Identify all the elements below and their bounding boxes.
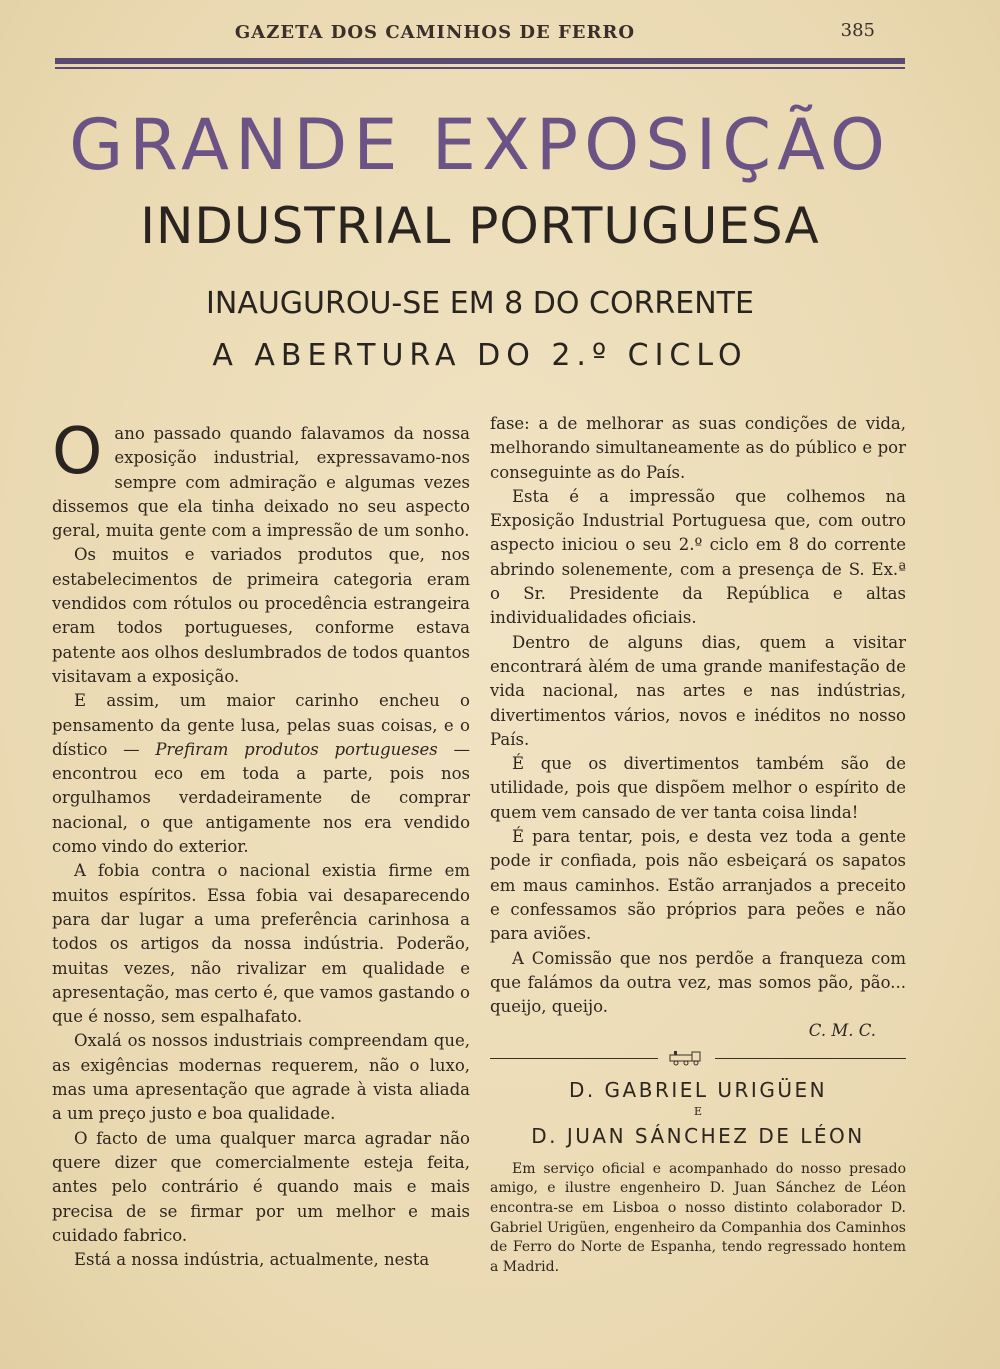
header-rule — [55, 58, 905, 70]
headline-line-2: INDUSTRIAL PORTUGUESA — [140, 197, 820, 255]
page-number: 385 — [840, 20, 875, 41]
article-paragraph: Oano passado quando falavamos da nossa exposição industrial, expressavamo-nos sempre com admiração e algumas vezes dissemos que ela tinha deixado no seu aspecto geral, muita gente com a impressão de um sonho. — [52, 415, 470, 541]
slogan: Prefiram produtos portugueses — [155, 739, 438, 759]
article-paragraph: A fobia contra o nacional existia firme em muitos espíritos. Essa fobia vai desaparecendo para dar lugar a uma preferência carinhosa a todos os artigos da nossa indústria. Poderão, muitas vezes, não rivalizar em qualidade e apresentação, mas certo é, que vamos gastando o que é nosso, sem espalhafato. — [52, 861, 470, 1027]
article-paragraph: E assim, um maior carinho encheu o pensamento da gente lusa, pelas suas coisas, e o dístico — Prefiram produtos portugueses — encontrou eco em toda a parte, pois nos orgulhamos verdadeiramente de comprar nacional, o que antigamente nos era vendido como vindo do exterior. — [52, 691, 470, 857]
news-paragraph: Em serviço oficial e acompanhado do nosso presado amigo, e ilustre engenheiro D. Juan Sánchez de Léon encontra-se em Lisboa o nosso distinto colaborador D. Gabriel Urigüen, engenheiro da Companhia dos Caminhos de Ferro do Norte de Espanha, tendo regressado hontem a Madrid. — [490, 1160, 906, 1275]
article-paragraph: Esta é a impressão que colhemos na Exposição Industrial Portuguesa que, com outro aspecto iniciou o seu 2.º ciclo em 8 do corrente abrindo solenemente, com a presença de S. Ex.ª o Sr. Presidente da República e altas individualidades oficiais. — [490, 486, 906, 628]
section-separator — [490, 1050, 906, 1068]
article-paragraph: Dentro de alguns dias, quem a visitar encontrará àlém de uma grande manifestação de vida nacional, nas artes e nas indústrias, divertimentos vários, novos e inéditos no nosso País. — [490, 632, 906, 749]
subheadline-1: INAUGUROU-SE EM 8 DO CORRENTE — [206, 286, 754, 321]
article-paragraph: Os muitos e variados produtos que, nos estabelecimentos de primeira categoria eram vendidos com rótulos ou procedência estrangeira eram todos portugueses, conforme estava patente aos olhos deslumbrados de todos quantos visitavam a exposição. — [52, 545, 470, 686]
article-right-column — [490, 412, 906, 1277]
running-head — [55, 20, 905, 48]
article-paragraph: É que os divertimentos também são de utilidade, pois que dispõem melhor o espírito de quem vem cansado de ver tanta coisa linda! — [490, 754, 906, 822]
headline-line-1: GRANDE EXPOSIÇÃO — [69, 104, 891, 186]
news-title-1: D. GABRIEL URIGÜEN — [568, 1077, 828, 1102]
news-body — [490, 1160, 906, 1278]
locomotive-ornament-icon — [668, 1050, 708, 1075]
article-left-column — [52, 415, 470, 1272]
article-paragraph: Oxalá os nossos industriais compreendam que, as exigências modernas requerem, não o luxo, mas uma apresentação que agrade à vista aliada a um preço justo e boa qualidade. — [52, 1031, 470, 1124]
article-paragraph: O facto de uma qualquer marca agradar não quere dizer que comercialmente esteja feita, antes pelo contrário é quando mais e mais precisa de se firmar por um melhor e mais cuidado fabrico. — [52, 1128, 470, 1245]
article-paragraph: A Comissão que nos perdõe a franqueza com que falámos da outra vez, mas somos pão, pão... queijo, queijo. — [490, 948, 906, 1017]
article-paragraph: fase: a de melhorar as suas condições de vida, melhorando simultaneamente as do público e por conseguinte as do País. — [490, 414, 906, 482]
journal-title: GAZETA DOS CAMINHOS DE FERRO — [234, 22, 636, 43]
subheadline-2: A ABERTURA DO 2.º CICLO — [212, 338, 748, 373]
article-paragraph: É para tentar, pois, e desta vez toda a gente pode ir confiada, pois não esbeiçará os sapatos em maus caminhos. Estão arranjados a preceito e confessamos são próprios para peões e não para aviões. — [490, 827, 906, 944]
author-signature: C. M. C. — [808, 1021, 876, 1041]
news-conjunction: E — [693, 1104, 703, 1118]
drop-cap: O — [52, 415, 103, 489]
article-paragraph: Está a nossa indústria, actualmente, nesta — [74, 1250, 430, 1270]
news-title-2: D. JUAN SÁNCHEZ DE LÉON — [531, 1123, 865, 1148]
